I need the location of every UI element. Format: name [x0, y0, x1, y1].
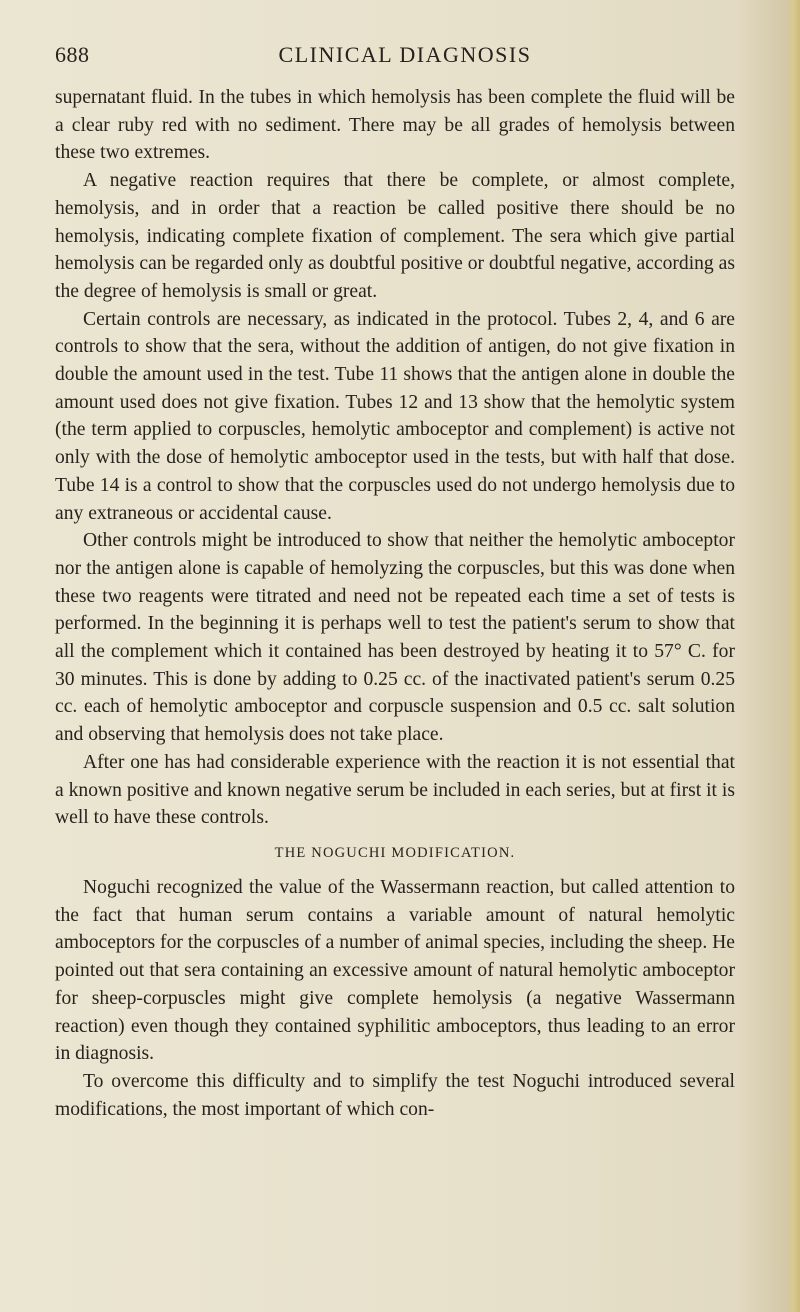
paragraph: Other controls might be introduced to show that neither the hemolytic amboceptor nor the antigen alone is capable of hemolyzing the corpuscles, but this was done when these two reagents were titrated and need not be repeated each time a set of tests is performed. In the beginning it is perhaps well to test the patient's serum to show that all the complement which it contained has been destroyed by heating it to 57° C. for 30 minutes. This is done by adding to 0.25 cc. of the inactivated patient's serum 0.25 cc. each of hemolytic amboceptor and corpuscle suspension and 0.5 cc. salt solution and observing that hemolysis does not take place. [55, 530, 735, 746]
paragraph: After one has had considerable experience with the reaction it is not essential that a known positive and known negative serum be included in each series, but at first it is well to have these controls. [55, 751, 735, 829]
paragraph-continuation: supernatant fluid. In the tubes in which hemolysis has been complete the fluid will be a clear ruby red with no sediment. There may be all grades of hemolysis between these two extremes. [55, 87, 735, 164]
page-number: 688 [55, 42, 90, 67]
body-text [55, 84, 735, 1123]
page-edge [786, 0, 800, 1312]
paragraph: Noguchi recognized the value of the Wassermann reaction, but called attention to the fact that human serum contains a variable amount of natural hemolytic amboceptors for the corpuscles of a number of animal species, including the sheep. He pointed out that sera containing an excessive amount of natural hemolytic amboceptor for sheep-corpuscles might give complete hemolysis (a negative Wassermann reaction) even though they contained syphilitic amboceptors, thus leading to an error in diagnosis. [55, 876, 735, 1065]
paragraph: To overcome this difficulty and to simplify the test Noguchi introduced several modifications, the most important of which con- [55, 1070, 735, 1120]
section-heading: THE NOGUCHI MODIFICATION. [274, 844, 516, 861]
page-header [55, 42, 735, 72]
paragraph: Certain controls are necessary, as indicated in the protocol. Tubes 2, 4, and 6 are controls to show that the sera, without the addition of antigen, do not give fixation in double the amount used in the test. Tube 11 shows that the antigen alone in double the amount used does not give fixation. Tubes 12 and 13 show that the hemolytic system (the term applied to corpuscles, hemolytic amboceptor and complement) is active not only with the dose of hemolytic amboceptor used in the tests, but with half that dose. Tube 14 is a control to show that the corpuscles used do not undergo hemolysis due to any extraneous or accidental cause. [55, 308, 735, 524]
paragraph: A negative reaction requires that there be complete, or almost complete, hemolysis, and in order that a reaction be called positive there should be no hemolysis, indicating complete fixation of complement. The sera which give partial hemolysis can be regarded only as doubtful positive or doubtful negative, according as the degree of hemolysis is small or great. [55, 170, 735, 302]
running-head: CLINICAL DIAGNOSIS [278, 42, 532, 67]
